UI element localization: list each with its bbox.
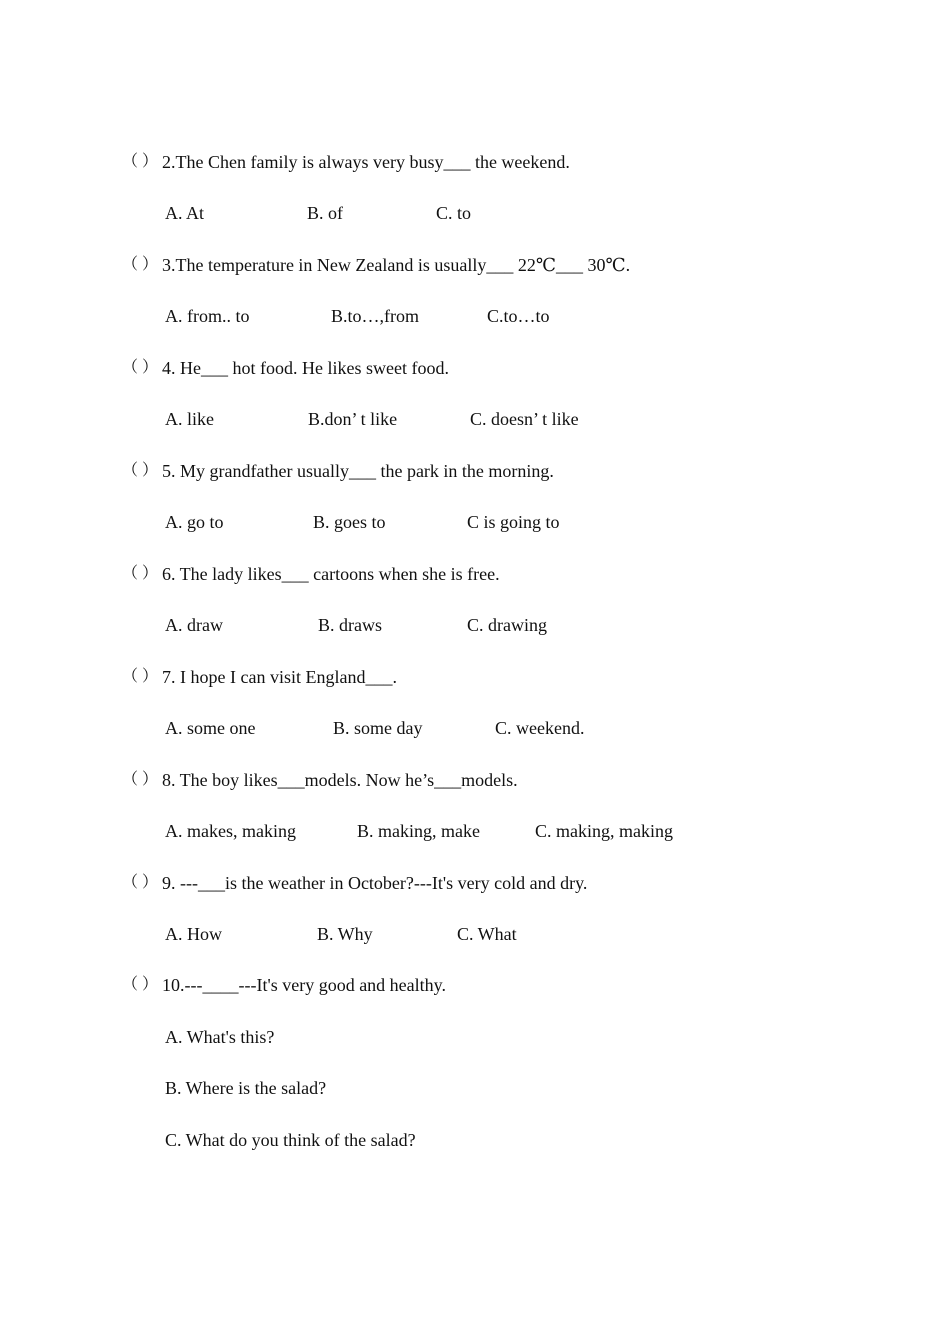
question-text: 8. The boy likes___models. Now he’s___models.: [162, 770, 518, 790]
answer-bracket[interactable]: （ ）: [122, 668, 159, 685]
option-a: A. from.. to: [165, 306, 250, 326]
option-b: B. goes to: [313, 512, 386, 532]
option-c: C. making, making: [535, 821, 673, 841]
answer-bracket[interactable]: （ ）: [122, 153, 159, 170]
question-text: 5. My grandfather usually___ the park in the morning.: [162, 461, 554, 481]
option-a: A. makes, making: [165, 821, 296, 841]
question-text: 2.The Chen family is always very busy___ the weekend.: [162, 152, 570, 172]
answer-bracket[interactable]: （ ）: [122, 874, 159, 891]
option-b: B. Why: [317, 924, 373, 944]
question-text: 6. The lady likes___ cartoons when she is free.: [162, 564, 500, 584]
option-c: C. What do you think of the salad?: [165, 1130, 416, 1150]
option-b: B. draws: [318, 615, 382, 635]
question-text: 9. ---___is the weather in October?---It's very cold and dry.: [162, 873, 588, 893]
option-c: C. to: [436, 203, 472, 223]
answer-bracket[interactable]: （ ）: [122, 359, 159, 376]
question-text: 3.The temperature in New Zealand is usually___ 22℃___ 30℃.: [162, 255, 631, 275]
option-a: A. like: [165, 409, 214, 429]
option-a: A. go to: [165, 512, 224, 532]
option-c: C. drawing: [467, 615, 547, 635]
option-a: A. What's this?: [165, 1027, 275, 1047]
option-c: C. weekend.: [495, 718, 585, 738]
option-a: A. draw: [165, 615, 223, 635]
option-c: C. What: [457, 924, 517, 944]
option-c: C.to…to: [487, 306, 550, 326]
option-a: A. How: [165, 924, 222, 944]
option-b: B.don’ t like: [308, 409, 398, 429]
answer-bracket[interactable]: （ ）: [122, 976, 159, 993]
option-b: B. of: [307, 203, 343, 223]
answer-bracket[interactable]: （ ）: [122, 256, 159, 273]
option-b: B.to…,from: [331, 306, 419, 326]
option-c: C is going to: [467, 512, 560, 532]
option-b: B. making, make: [357, 821, 480, 841]
option-b: B. some day: [333, 718, 423, 738]
question-text: 10.---____---It's very good and healthy.: [162, 975, 446, 995]
option-b: B. Where is the salad?: [165, 1078, 327, 1098]
answer-bracket[interactable]: （ ）: [122, 565, 159, 582]
option-c: C. doesn’ t like: [470, 409, 579, 429]
answer-bracket[interactable]: （ ）: [122, 462, 159, 479]
option-a: A. At: [165, 203, 205, 223]
question-text: 7. I hope I can visit England___.: [162, 667, 397, 687]
question-text: 4. He___ hot food. He likes sweet food.: [162, 358, 449, 378]
option-a: A. some one: [165, 718, 256, 738]
answer-bracket[interactable]: （ ）: [122, 771, 159, 788]
